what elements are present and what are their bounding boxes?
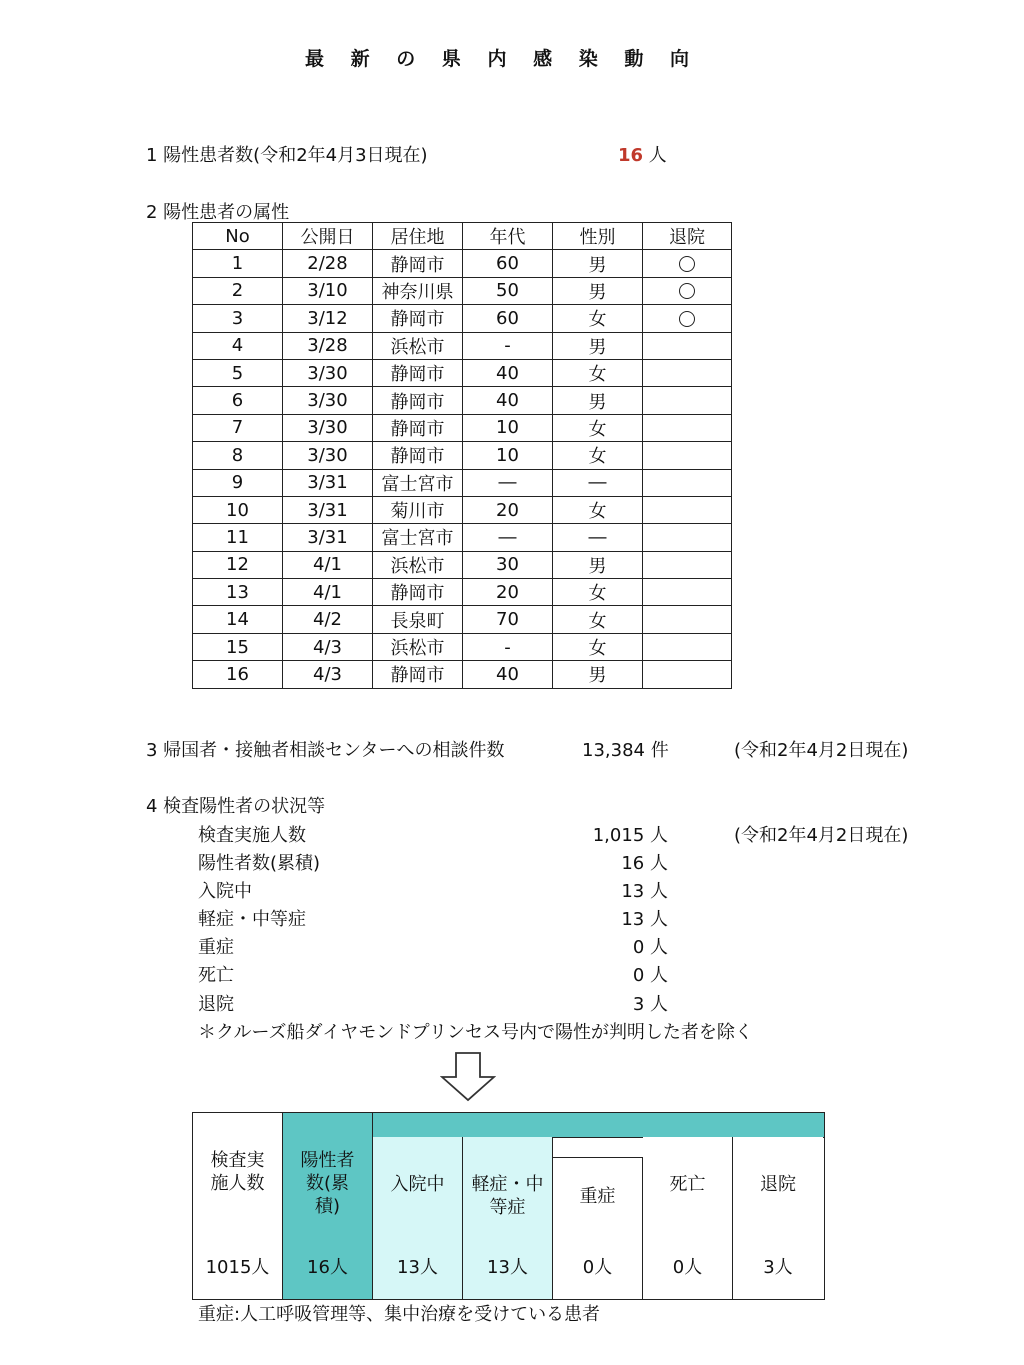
cell-discharged [643, 633, 732, 660]
cell-age: 10 [463, 442, 553, 469]
cell-no: 5 [193, 359, 283, 386]
cell-age: - [463, 633, 553, 660]
status-value-mild: 13 人 [621, 909, 668, 930]
positive-count: 16 [618, 145, 644, 166]
status-label-deaths: 死亡 [198, 965, 234, 986]
cell-age: 70 [463, 606, 553, 633]
cell-residence: 菊川市 [373, 496, 463, 523]
status-value-severe: 0 人 [632, 937, 668, 958]
cell-date: 4/1 [283, 579, 373, 606]
cell-sex: 女 [553, 633, 643, 660]
summary-cell-deaths [643, 1137, 733, 1299]
cell-residence: 静岡市 [373, 442, 463, 469]
cell-discharged [643, 496, 732, 523]
cell-age: 40 [463, 387, 553, 414]
cell-residence: 静岡市 [373, 661, 463, 688]
table-row [193, 277, 732, 304]
cell-sex: 女 [553, 442, 643, 469]
summary-value-hospitalized: 13人 [397, 1257, 438, 1278]
cruise-note: ＊クルーズ船ダイヤモンドプリンセス号内で陽性が判明した者を除く [198, 1022, 753, 1043]
patient-table-header [193, 223, 732, 250]
cell-date: 3/10 [283, 277, 373, 304]
cell-residence: 静岡市 [373, 305, 463, 332]
cell-date: 3/28 [283, 332, 373, 359]
status-label-hospitalized: 入院中 [198, 881, 252, 902]
table-row [193, 524, 732, 551]
cell-date: 2/28 [283, 250, 373, 277]
summary-value-deaths: 0人 [672, 1257, 703, 1278]
discharged-circle-icon [679, 311, 695, 327]
cell-date: 4/1 [283, 551, 373, 578]
cell-date: 3/30 [283, 442, 373, 469]
cell-no: 3 [193, 305, 283, 332]
cell-residence: 静岡市 [373, 579, 463, 606]
cell-sex: 女 [553, 414, 643, 441]
status-value-deaths: 0 人 [632, 965, 668, 986]
summary-cell-mild [463, 1137, 553, 1299]
cell-age: ― [463, 524, 553, 551]
cell-no: 2 [193, 277, 283, 304]
cell-age: 30 [463, 551, 553, 578]
page-title: 最 新 の 県 内 感 染 動 向 [305, 48, 699, 70]
cell-sex: ― [553, 469, 643, 496]
discharged-circle-icon [679, 283, 695, 299]
section1-count-wrap [618, 141, 667, 167]
cell-discharged [643, 661, 732, 688]
cell-sex: 女 [553, 305, 643, 332]
summary-value-mild: 13人 [487, 1257, 528, 1278]
cell-residence: 浜松市 [373, 551, 463, 578]
cell-age: 10 [463, 414, 553, 441]
cell-discharged [643, 277, 732, 304]
summary-label-tests-2: 施人数 [210, 1173, 265, 1194]
cell-discharged [643, 250, 732, 277]
summary-value-discharged: 3人 [763, 1257, 793, 1278]
cell-age: 60 [463, 305, 553, 332]
cell-residence: 富士宮市 [373, 469, 463, 496]
table-row [193, 579, 732, 606]
cell-residence: 長泉町 [373, 606, 463, 633]
cell-age: ― [463, 469, 553, 496]
cell-age: 20 [463, 496, 553, 523]
cell-sex: 男 [553, 551, 643, 578]
section3-date: (令和2年4月2日現在) [734, 740, 909, 761]
cell-residence: 静岡市 [373, 359, 463, 386]
table-row [193, 633, 732, 660]
table-row [193, 250, 732, 277]
cell-no: 15 [193, 633, 283, 660]
cell-no: 11 [193, 524, 283, 551]
consultation-count: 13,384 件 [582, 740, 669, 761]
cell-age: 60 [463, 250, 553, 277]
section2-label: 2 陽性患者の属性 [146, 202, 290, 223]
status-label-positive: 陽性者数(累積) [198, 853, 321, 874]
cell-residence: 静岡市 [373, 250, 463, 277]
cell-no: 7 [193, 414, 283, 441]
header-date: 公開日 [283, 223, 373, 250]
cell-sex: 男 [553, 332, 643, 359]
cell-discharged [643, 414, 732, 441]
summary-label-severe: 重症 [579, 1186, 616, 1207]
cell-date: 3/12 [283, 305, 373, 332]
table-row [193, 332, 732, 359]
header-residence: 居住地 [373, 223, 463, 250]
cell-residence: 浜松市 [373, 332, 463, 359]
down-arrow-icon [440, 1052, 496, 1106]
cell-sex: 男 [553, 661, 643, 688]
table-row [193, 387, 732, 414]
patient-table [192, 222, 732, 689]
status-value-positive: 16 人 [621, 853, 668, 874]
cell-date: 3/30 [283, 414, 373, 441]
cell-residence: 静岡市 [373, 387, 463, 414]
cell-age: 20 [463, 579, 553, 606]
cell-sex: 女 [553, 606, 643, 633]
table-row [193, 305, 732, 332]
summary-label-deaths: 死亡 [669, 1174, 706, 1195]
cell-age: 40 [463, 359, 553, 386]
table-row [193, 606, 732, 633]
cell-discharged [643, 387, 732, 414]
cell-date: 4/3 [283, 661, 373, 688]
table-row [193, 442, 732, 469]
cell-sex: 女 [553, 496, 643, 523]
cell-age: 50 [463, 277, 553, 304]
summary-table [192, 1112, 825, 1300]
summary-cell-tests [193, 1113, 283, 1299]
summary-label-mild-1: 軽症・中 [471, 1174, 544, 1195]
header-no: No [193, 223, 283, 250]
cell-date: 3/31 [283, 524, 373, 551]
section1-label: 1 陽性患者数(令和2年4月3日現在) [146, 145, 428, 166]
summary-label-tests-1: 検査実 [210, 1150, 265, 1171]
section4-date: (令和2年4月2日現在) [734, 825, 909, 846]
cell-no: 16 [193, 661, 283, 688]
cell-discharged [643, 606, 732, 633]
status-label-severe: 重症 [198, 937, 234, 958]
cell-date: 3/31 [283, 496, 373, 523]
cell-date: 3/30 [283, 387, 373, 414]
cell-no: 6 [193, 387, 283, 414]
cell-age: - [463, 332, 553, 359]
summary-value-positive: 16人 [307, 1257, 348, 1278]
table-row [193, 661, 732, 688]
cell-discharged [643, 442, 732, 469]
header-discharged: 退院 [643, 223, 732, 250]
cell-residence: 富士宮市 [373, 524, 463, 551]
cell-discharged [643, 359, 732, 386]
patient-table-body [193, 250, 732, 688]
cell-residence: 浜松市 [373, 633, 463, 660]
status-label-tests: 検査実施人数 [198, 825, 306, 846]
status-value-tests: 1,015 人 [592, 825, 668, 846]
section4-label: 4 検査陽性者の状況等 [146, 796, 326, 817]
summary-value-severe: 0人 [582, 1257, 613, 1278]
header-age: 年代 [463, 223, 553, 250]
cell-date: 3/31 [283, 469, 373, 496]
cell-no: 12 [193, 551, 283, 578]
status-label-discharged: 退院 [198, 994, 234, 1015]
cell-sex: 男 [553, 387, 643, 414]
cell-discharged [643, 551, 732, 578]
table-row [193, 414, 732, 441]
summary-label-mild-2: 等症 [489, 1197, 526, 1218]
cell-no: 1 [193, 250, 283, 277]
summary-cell-hospitalized [373, 1137, 463, 1299]
cell-sex: 男 [553, 250, 643, 277]
cell-no: 10 [193, 496, 283, 523]
cell-sex: 男 [553, 277, 643, 304]
summary-cell-severe [553, 1157, 643, 1299]
cell-date: 3/30 [283, 359, 373, 386]
table-row [193, 496, 732, 523]
table-row [193, 469, 732, 496]
cell-residence: 静岡市 [373, 414, 463, 441]
cell-sex: 女 [553, 579, 643, 606]
discharged-circle-icon [679, 256, 695, 272]
section3-label: 3 帰国者・接触者相談センターへの相談件数 [146, 740, 505, 761]
cell-sex: ― [553, 524, 643, 551]
header-sex: 性別 [553, 223, 643, 250]
summary-label-positive-3: 積) [314, 1196, 341, 1217]
cell-age: 40 [463, 661, 553, 688]
summary-label-positive-1: 陽性者 [300, 1150, 355, 1171]
cell-no: 8 [193, 442, 283, 469]
cell-discharged [643, 305, 732, 332]
summary-label-discharged: 退院 [760, 1174, 796, 1195]
cell-discharged [643, 332, 732, 359]
table-row [193, 551, 732, 578]
summary-label-positive-2: 数(累 [305, 1173, 350, 1194]
cell-sex: 女 [553, 359, 643, 386]
positive-count-unit: 人 [648, 145, 667, 166]
summary-top-bar [373, 1113, 824, 1138]
summary-cell-discharged [733, 1137, 823, 1299]
table-row [193, 359, 732, 386]
cell-discharged [643, 524, 732, 551]
cell-no: 9 [193, 469, 283, 496]
status-value-discharged: 3 人 [632, 994, 668, 1015]
cell-date: 4/2 [283, 606, 373, 633]
summary-cell-positive [283, 1113, 373, 1299]
summary-label-hospitalized: 入院中 [390, 1174, 445, 1195]
cell-no: 4 [193, 332, 283, 359]
cell-no: 14 [193, 606, 283, 633]
severe-footnote: 重症:人工呼吸管理等、集中治療を受けている患者 [198, 1304, 601, 1325]
cell-discharged [643, 469, 732, 496]
status-label-mild: 軽症・中等症 [198, 909, 306, 930]
cell-discharged [643, 579, 732, 606]
cell-residence: 神奈川県 [373, 277, 463, 304]
cell-no: 13 [193, 579, 283, 606]
summary-value-tests: 1015人 [205, 1257, 270, 1278]
status-value-hospitalized: 13 人 [621, 881, 668, 902]
cell-date: 4/3 [283, 633, 373, 660]
